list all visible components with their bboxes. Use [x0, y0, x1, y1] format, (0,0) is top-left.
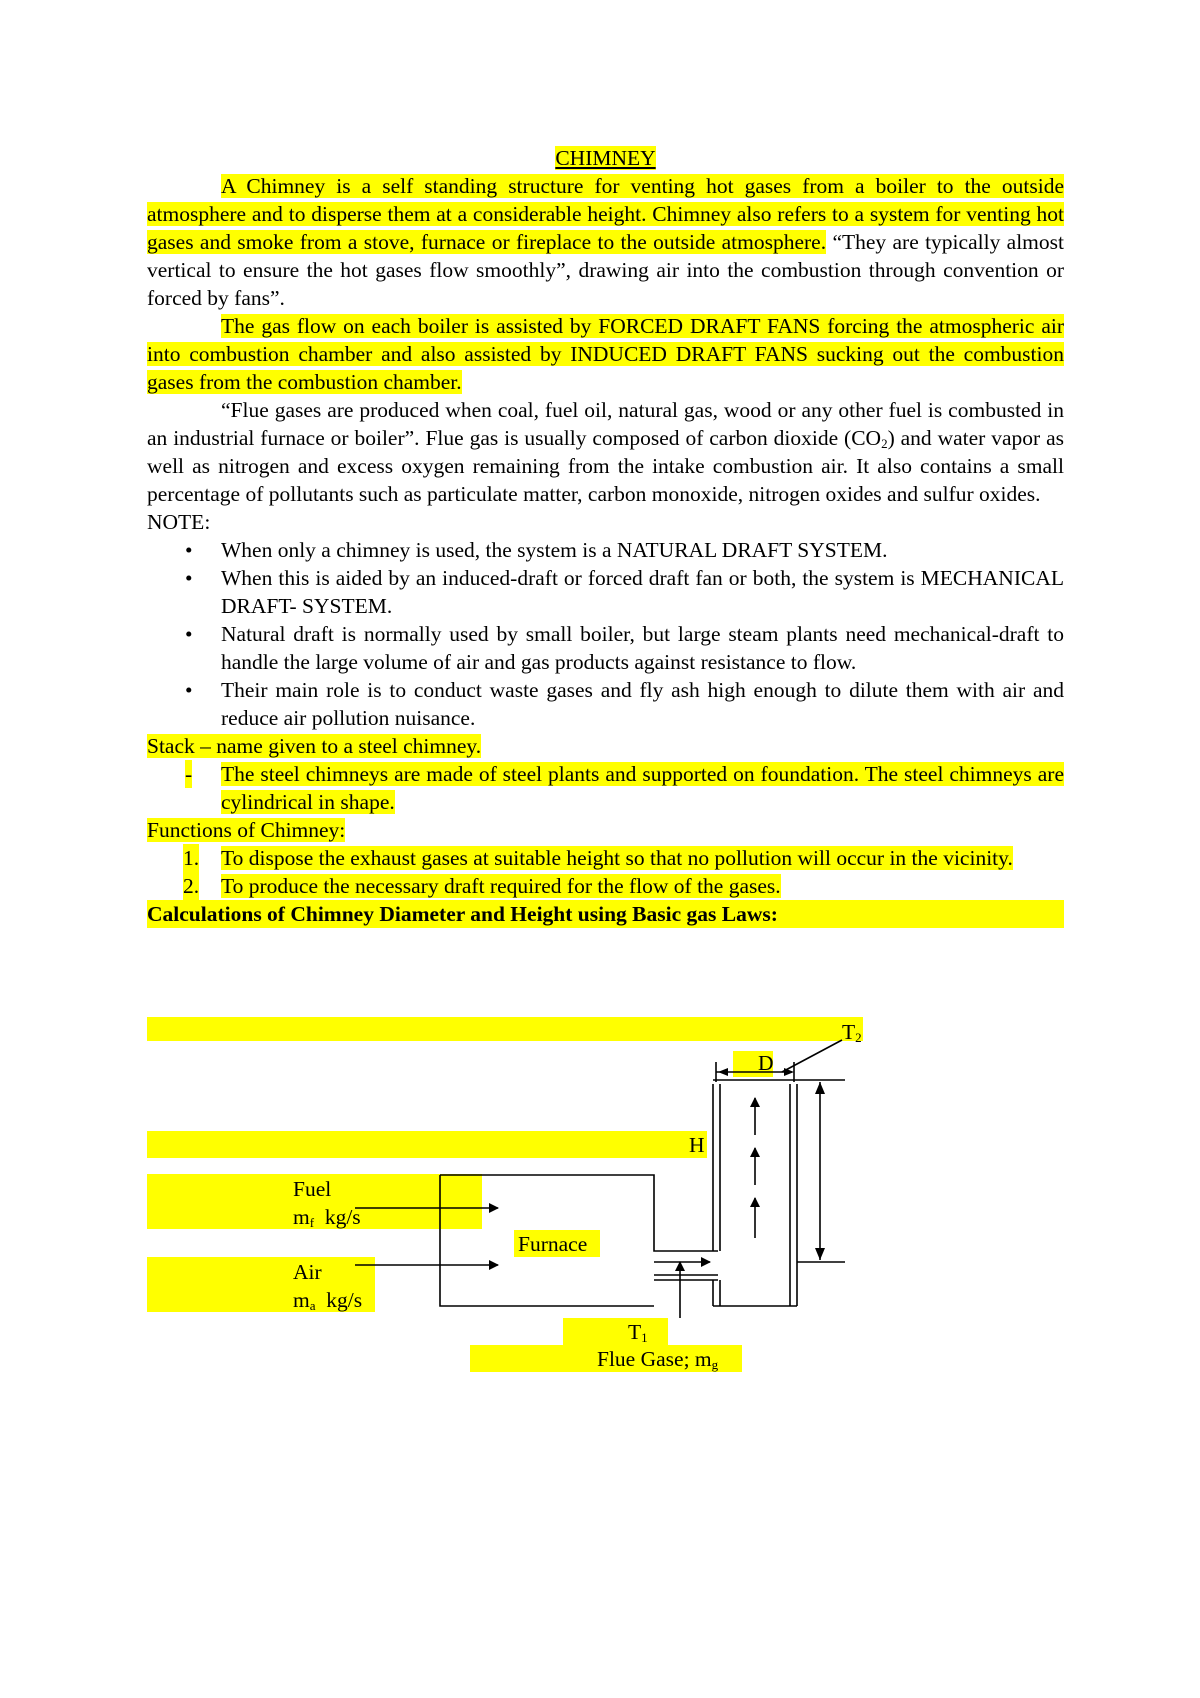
- list-item: • Natural draft is normally used by small boiler, but large steam plants need mechanical-draft to handle the large volume of air and gas products against resistance to flow.: [185, 622, 1064, 674]
- t2-pointer: [782, 1040, 842, 1072]
- functions-heading: Functions of Chimney:: [147, 818, 346, 842]
- d-label: D: [758, 1051, 774, 1075]
- h-arrow-bottom: [815, 1248, 825, 1260]
- bullet-icon: •: [185, 678, 193, 702]
- list-item: • When only a chimney is used, the system is a NATURAL DRAFT SYSTEM.: [185, 538, 888, 562]
- flue-gas-paragraph: “Flue gases are produced when coal, fuel oil, natural gas, wood or any other fuel is combusted in an industrial furnace or boiler”. Flue gas is usually composed of carbon dioxide $(CO_2)$ and water vapor as well as nitrogen and excess oxygen remaining from the intake combustion air. It also contains a small percentage of pollutants such as particulate matter, carbon monoxide, nitrogen oxides and sulfur oxides.: [147, 398, 1064, 506]
- page-title: CHIMNEY: [555, 146, 656, 170]
- intro-paragraph: [147, 172, 1064, 312]
- t2-label: $T_2$: [842, 1020, 862, 1045]
- d-dimension-right: [784, 1068, 794, 1076]
- h-label: H: [689, 1133, 705, 1157]
- list-item: • Their main role is to conduct waste gases and fly ash high enough to dilute them with air and reduce air pollution nuisance.: [185, 678, 1064, 730]
- flue-gas-label: Flue Gase; $m_g$: [597, 1347, 719, 1372]
- note-label: NOTE:: [147, 510, 211, 534]
- gas-flow-paragraph: The gas flow on each boiler is assisted by FORCED DRAFT FANS forcing the atmospheric air into combustion chamber and also assisted by INDUCED DRAFT FANS sucking out the combustion gases from the combustion chamber.: [147, 314, 1064, 394]
- list-item: • When this is aided by an induced-draft or forced draft fan or both, the system is MECHANICAL DRAFT- SYSTEM.: [185, 566, 1064, 618]
- air-rate-label: $m_a$ kg/s: [293, 1288, 363, 1313]
- fuel-label: Fuel: [293, 1177, 332, 1201]
- bullet-icon: •: [185, 622, 193, 646]
- notes-list: [147, 536, 1064, 732]
- fuel-rate-label: $m_f$ kg/s: [293, 1205, 361, 1230]
- intro-quote: “They are typically almost vertical to ensure the hot gases flow smoothly”, drawing air into the combustion through convention or forced by fans”.: [147, 230, 1064, 310]
- bullet-icon: •: [185, 538, 193, 562]
- air-label: Air: [293, 1260, 322, 1284]
- list-item: 2. To produce the necessary draft required for the flow of the gases.: [183, 874, 781, 898]
- stack-item: - The steel chimneys are made of steel plants and supported on foundation. The steel chimneys are cylindrical in shape.: [185, 762, 1064, 814]
- h-label-highlight: [147, 1131, 707, 1158]
- d-dimension-left: [718, 1068, 728, 1076]
- document-body: [147, 144, 1064, 928]
- t1-label: $T_1$: [628, 1320, 648, 1345]
- heading-highlight-extension: [147, 1017, 863, 1041]
- calculations-heading: Calculations of Chimney Diameter and Height using Basic gas Laws:: [147, 900, 1064, 928]
- functions-list: [147, 844, 1064, 900]
- h-arrow-top: [815, 1082, 825, 1094]
- list-item: 1. To dispose the exhaust gases at suitable height so that no pollution will occur in the vicinity.: [183, 846, 1013, 870]
- furnace-label: Furnace: [518, 1232, 588, 1256]
- t1-highlight: [563, 1318, 668, 1345]
- stack-heading: Stack – name given to a steel chimney.: [147, 734, 482, 758]
- bullet-icon: •: [185, 566, 193, 590]
- intro-highlighted: A Chimney is a self standing structure for venting hot gases from a boiler to the outside atmosphere and to disperse them at a considerable height. Chimney also refers to a system for venting hot gases and smoke from a stove, furnace or fireplace to the outside atmosphere.: [147, 174, 1064, 254]
